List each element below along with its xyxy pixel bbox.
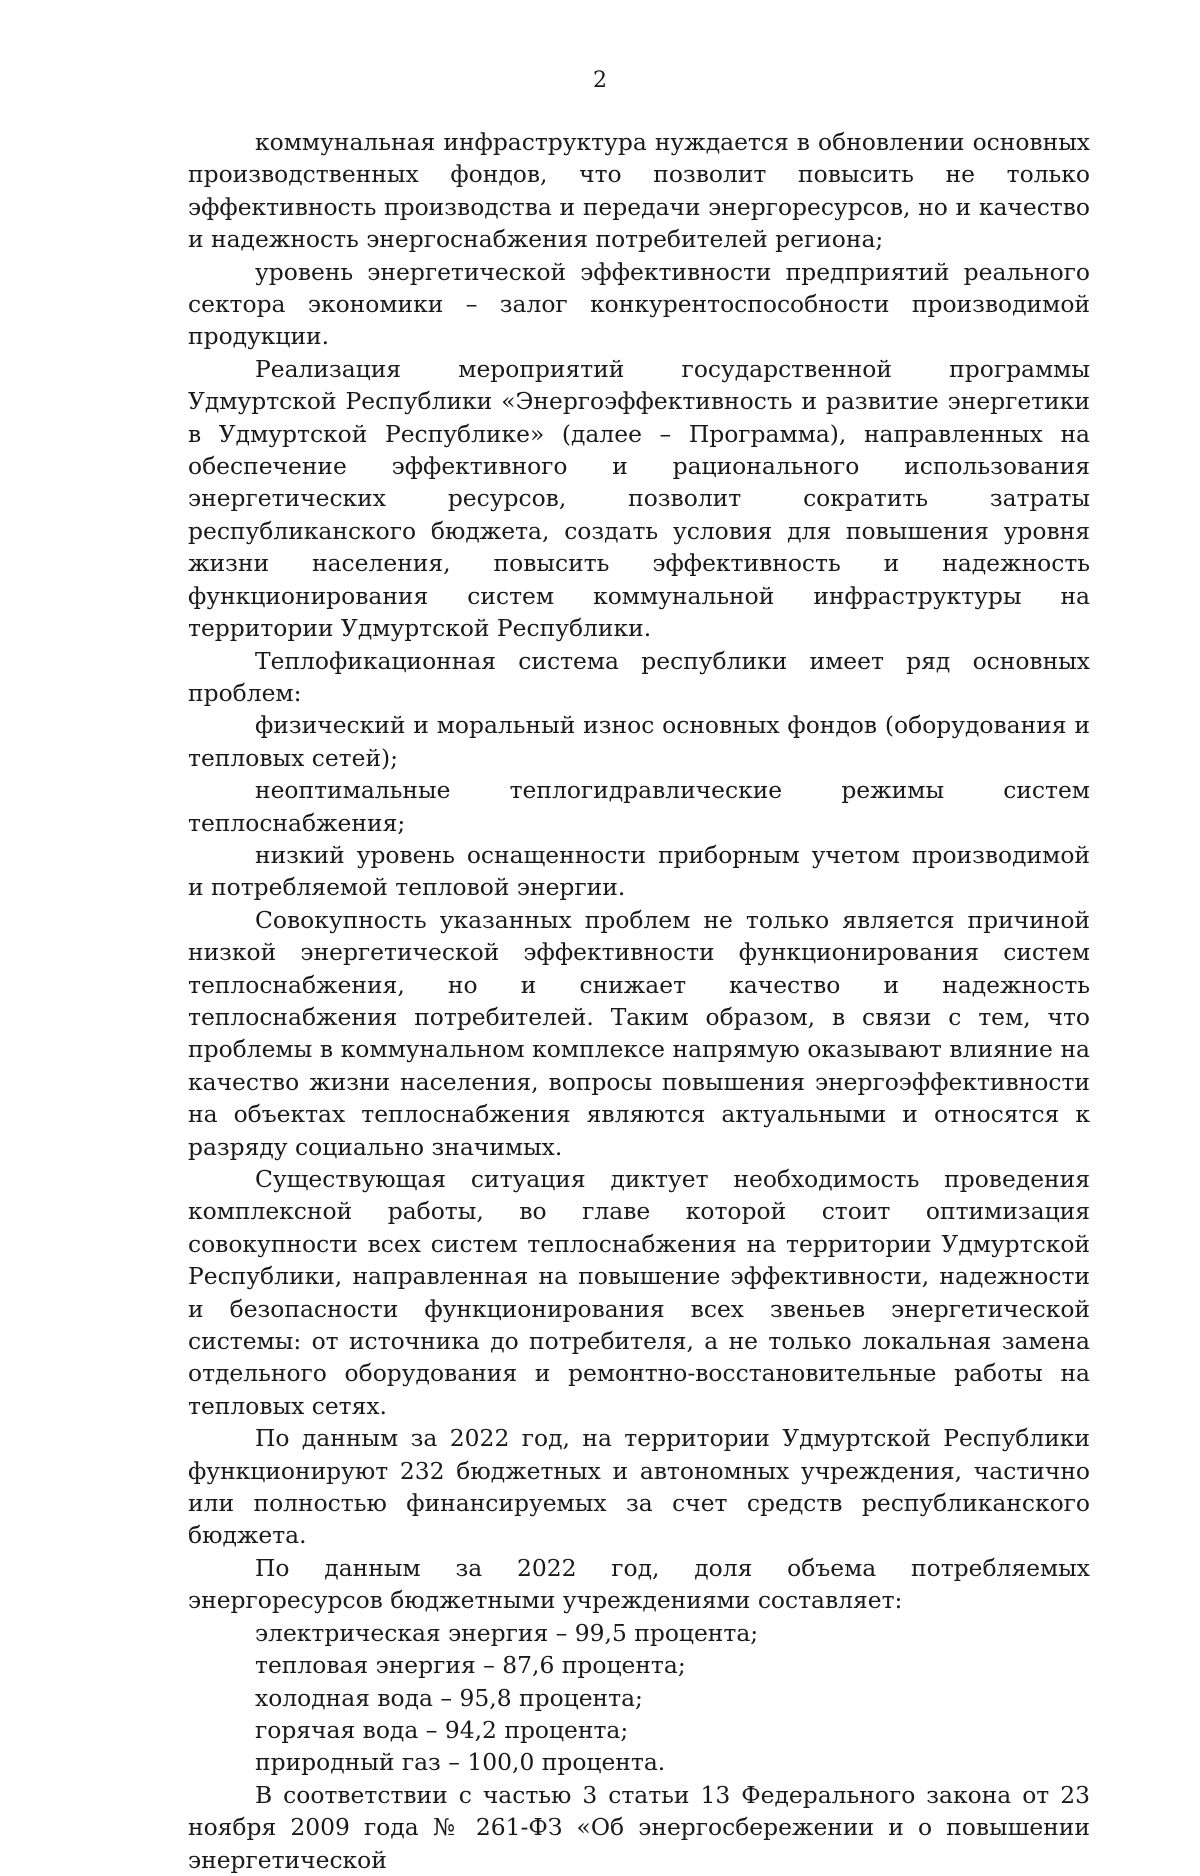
paragraph: Реализация мероприятий государственной программы Удмуртской Республики «Энергоэффективность и развитие энергетики в Удмуртской Республике» (далее – Программа), направленных на обеспечение эффективного и рационального использования энергетических ресурсов, позволит сократить затраты республиканского бюджета, создать условия для повышения уровня жизни населения, повысить эффективность и надежность функционирования систем коммунальной инфраструктуры на территории Удмуртской Республики. (188, 354, 1090, 643)
list-item: горячая вода – 94,2 процента; (255, 1715, 629, 1744)
list-item: природный газ – 100,0 процента. (255, 1748, 666, 1777)
list-item: тепловая энергия – 87,6 процента; (255, 1651, 686, 1680)
paragraph: По данным за 2022 год, на территории Удмуртской Республики функционируют 232 бюджетных и автономных учреждения, частично или полностью финансируемых за счет средств республиканского бюджета. (188, 1424, 1090, 1550)
list-item: электрическая энергия – 99,5 процента; (255, 1618, 759, 1647)
paragraph: коммунальная инфраструктура нуждается в обновлении основных производственных фондов, что позволит повысить не только эффективность производства и передачи энергоресурсов, но и качество и надежность энергоснабжения потребителей региона; (188, 128, 1090, 254)
paragraph: По данным за 2022 год, доля объема потребляемых энергоресурсов бюджетными учреждениями составляет: (188, 1553, 1090, 1615)
page-number: 2 (593, 68, 607, 93)
paragraph: В соответствии с частью 3 статьи 13 Федерального закона от 23 ноября 2009 года № 261-ФЗ «Об энергосбережении и о повышении энергетической (188, 1780, 1090, 1874)
paragraph: Совокупность указанных проблем не только является причиной низкой энергетической эффективности функционирования систем теплоснабжения, но и снижает качество и надежность теплоснабжения потребителей. Таким образом, в связи с тем, что проблемы в коммунальном комплексе напрямую оказывают влияние на качество жизни населения, вопросы повышения энергоэффективности на объектах теплоснабжения являются актуальными и относятся к разряду социально значимых. (188, 905, 1090, 1161)
paragraph: уровень энергетической эффективности предприятий реального сектора экономики – залог конкурентоспособности производимой продукции. (188, 257, 1090, 351)
paragraph: Существующая ситуация диктует необходимость проведения комплексной работы, во главе которой стоит оптимизация совокупности всех систем теплоснабжения на территории Удмуртской Республики, направленная на повышение эффективности, надежности и безопасности функционирования всех звеньев энергетической системы: от источника до потребителя, а не только локальная замена отдельного оборудования и ремонтно-восстановительные работы на тепловых сетях. (188, 1165, 1090, 1420)
paragraph: Теплофикационная система республики имеет ряд основных проблем: (188, 646, 1090, 707)
paragraph: физический и моральный износ основных фондов (оборудования и тепловых сетей); (188, 711, 1090, 772)
document-body (188, 126, 1090, 1876)
paragraph: низкий уровень оснащенности приборным учетом производимой и потребляемой тепловой энергии. (188, 840, 1090, 902)
list-item: холодная вода – 95,8 процента; (255, 1683, 643, 1712)
paragraph: неоптимальные теплогидравлические режимы систем теплоснабжения; (188, 776, 1090, 837)
